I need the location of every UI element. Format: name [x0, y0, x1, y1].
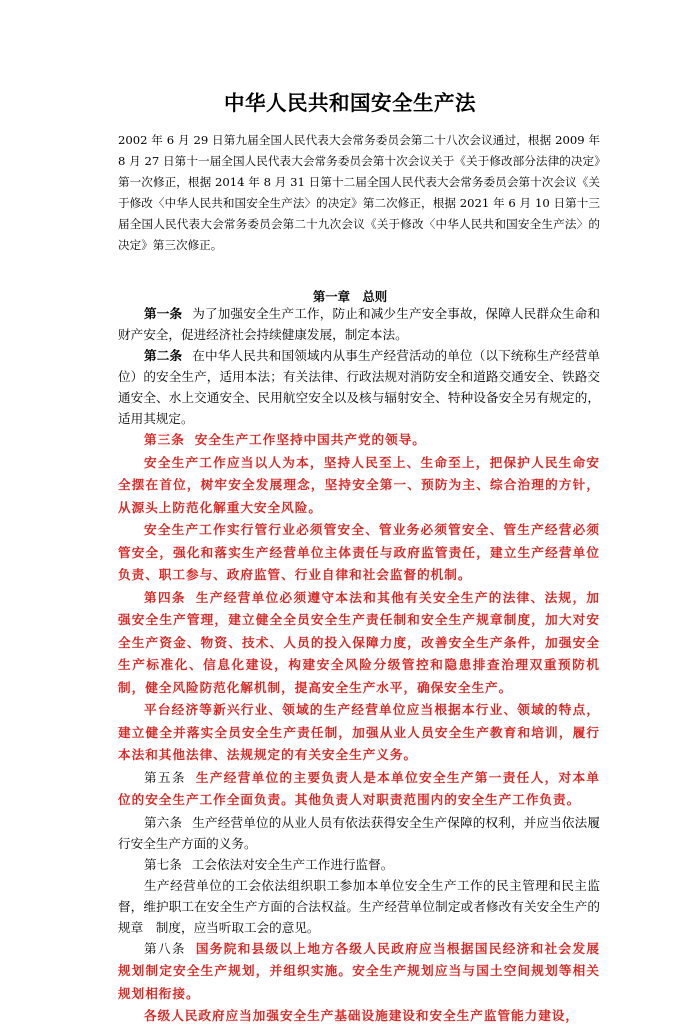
article-text: 国务院和县级以上地方各级人民政府应当根据国民经济和社会发展规划制定安全生产规划，并组织实施。安全生产规划应当与国土空间规划等相关规划相衔接。 [118, 940, 601, 1001]
article-5 [118, 767, 600, 812]
preamble: 2002 年 6 月 29 日第九届全国人民代表大会常务委员会第二十八次会议通过，根据 2009 年 8 月 27 日第十一届全国人民代表大会常务委员会第十次会议关于《关于修改部分法律的决定》第一次修正，根据 2014 年 8 月 31 日第十二届全国人民代表大会常务委员会第十次会议《关于修改〈中华人民共和国安全生产法〉的决定》第二次修正，根据 2021 年 6 月 10 日第十三届全国人民代表大会常务委员会第二十九次会议《关于修改〈中华人民共和国安全生产法〉的决定》第三次修正。 [118, 133, 600, 252]
article-7-paragraph-2 [118, 875, 600, 938]
chapter-body [118, 303, 600, 1028]
article-label: 第七条 [144, 856, 182, 872]
paragraph-text: 安全生产工作实行管行业必须管安全、管业务必须管安全、管生产经营必须管安全，强化和落实生产经营单位主体责任与政府监管责任，建立生产经营单位负责、职工参与、政府监管、行业自律和社会监督的机制。 [118, 522, 600, 582]
article-label: 第四条 [144, 589, 186, 605]
article-label: 第六条 [144, 814, 183, 830]
article-label: 第八条 [144, 940, 186, 956]
article-text: 工会依法对安全生产工作进行监督。 [191, 856, 394, 872]
article-1 [118, 303, 600, 345]
article-text: 安全生产工作坚持中国共产党的领导。 [194, 432, 426, 447]
article-label: 第一条 [144, 306, 183, 321]
paragraph-text: 平台经济等新兴行业、领域的生产经营单位应当根据本行业、领域的特点，建立健全并落实全员安全生产责任制，加强从业人员安全生产教育和培训，履行本法和其他法律、法规规定的有关安全生产义务。 [118, 702, 600, 762]
article-3 [118, 429, 600, 452]
article-text: 生产经营单位必须遵守本法和其他有关安全生产的法律、法规，加强安全生产管理，建立健全全员安全生产责任制和安全生产规章制度，加大对安全生产资金、物资、技术、人员的投入保障力度，改善安全生产条件，加强安全生产标准化、信息化建设，构建安全风险分级管控和隐患排查治理双重预防机制，健全风险防范化解机制，提高安全生产水平，确保安全生产。 [118, 589, 601, 695]
article-6 [118, 812, 600, 854]
article-text: 生产经营单位的从业人员有依法获得安全生产保障的权利，并应当依法履行安全生产方面的义务。 [118, 814, 601, 851]
article-2 [118, 345, 600, 429]
article-text: 为了加强安全生产工作，防止和减少生产安全事故，保障人民群众生命和财产安全，促进经济社会持续健康发展，制定本法。 [118, 306, 601, 342]
article-3-paragraph-3 [118, 519, 600, 587]
article-label: 第二条 [144, 348, 183, 363]
article-4-paragraph-2 [118, 699, 600, 767]
paragraph-text: 生产经营单位的工会依法组织职工参加本单位安全生产工作的民主管理和民主监督，维护职工在安全生产方面的合法权益。生产经营单位制定或者修改有关安全生产的规章 制度，应当听取工会的意见。 [118, 877, 600, 935]
document-title: 中华人民共和国安全生产法 [224, 91, 476, 115]
article-text: 生产经营单位的主要负责人是本单位安全生产第一责任人，对本单位的安全生产工作全面负责。其他负责人对职责范围内的安全生产工作负责。 [118, 769, 601, 807]
article-3-paragraph-2 [118, 452, 600, 520]
article-label: 第五条 [144, 769, 186, 785]
article-7 [118, 854, 600, 875]
article-4 [118, 587, 600, 700]
paragraph-text: 各级人民政府应当加强安全生产基础设施建设和安全生产监管能力建设， [144, 1008, 579, 1023]
article-8-paragraph-2 [118, 1005, 600, 1028]
article-8 [118, 938, 600, 1006]
chapter-heading: 第一章 总则 [312, 289, 388, 304]
paragraph-text: 安全生产工作应当以人为本，坚持人民至上、生命至上，把保护人民生命安全摆在首位，树牢安全发展理念，坚持安全第一、预防为主、综合治理的方针，从源头上防范化解重大安全风险。 [118, 454, 600, 515]
article-label: 第三条 [144, 432, 185, 447]
article-text: 在中华人民共和国领域内从事生产经营活动的单位（以下统称生产经营单位）的安全生产，适用本法；有关法律、行政法规对消防安全和道路交通安全、铁路交通安全、水上交通安全、民用航空安全以及核与辐射安全、特种设备安全另有规定的，适用其规定。 [118, 348, 601, 426]
